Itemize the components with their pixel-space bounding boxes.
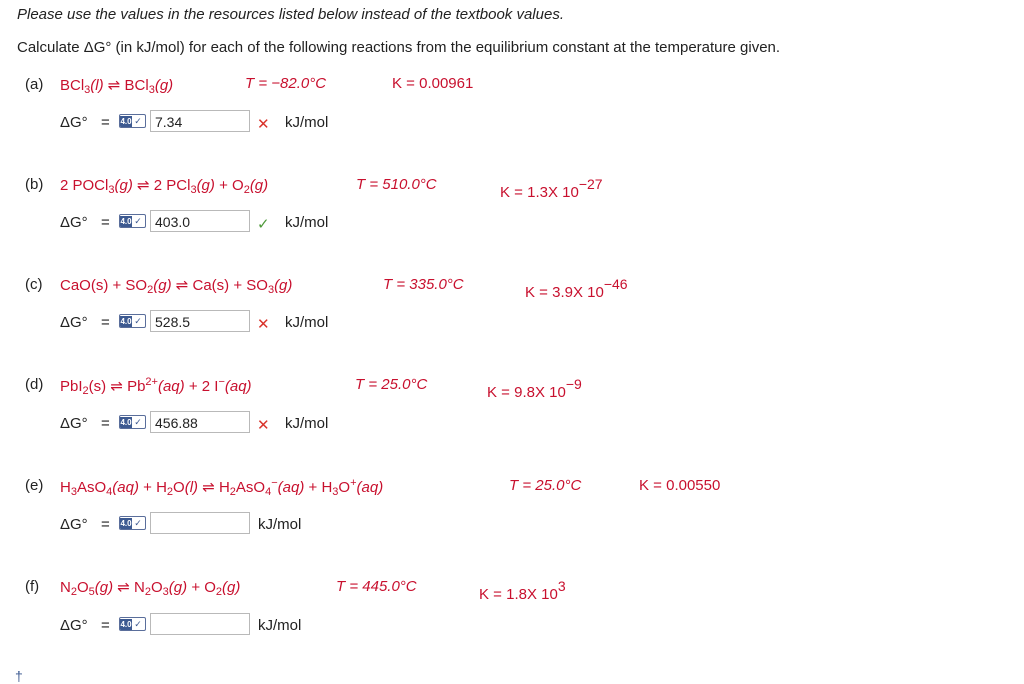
part-e-answer-input[interactable] — [150, 512, 250, 534]
part-c-badge: 4.0 ✓ — [119, 314, 146, 328]
part-c-equals: = — [101, 314, 110, 331]
part-a-answer-input[interactable]: 7.34 — [150, 110, 250, 132]
part-c-k: K = 3.9X $10^{-46}$ — [525, 276, 628, 301]
question-text: Calculate ΔG° (in kJ/mol) for each of the following reactions from the equilibrium constant at the temperature given. — [17, 39, 781, 56]
part-c-dg-label: ΔG° — [60, 314, 88, 331]
part-f-equals: = — [101, 617, 110, 634]
part-f-unit: kJ/mol — [258, 617, 302, 634]
part-d-equals: = — [101, 415, 110, 432]
part-b-temperature: T = 510.0°C — [356, 176, 437, 193]
part-e-label: (e) — [25, 477, 44, 494]
intro-text: Please use the values in the resources listed below instead of the textbook values. — [17, 6, 564, 23]
part-a-incorrect-icon: ✕ — [257, 116, 270, 133]
part-f-badge: 4.0 ✓ — [119, 617, 146, 631]
part-a-reaction: BCl$_3$(l) ⇌ BCl$_3$(g) — [60, 77, 174, 96]
part-e-dg-label: ΔG° — [60, 516, 88, 533]
part-a-label: (a) — [25, 76, 44, 93]
part-b-k: K = 1.3X $10^{-27}$ — [500, 176, 603, 201]
part-c-temperature: T = 335.0°C — [383, 276, 464, 293]
part-b-badge: 4.0 ✓ — [119, 214, 146, 228]
part-b-dg-label: ΔG° — [60, 214, 88, 231]
part-f-answer-input[interactable] — [150, 613, 250, 635]
part-d-answer-input[interactable]: 456.88 — [150, 411, 250, 433]
part-d-badge: 4.0 ✓ — [119, 415, 146, 429]
part-a-k: K = 0.00961 — [392, 75, 474, 92]
part-c-reaction: $CaO(s) + SO_2(g)$ ⇌ $Ca(s) + SO_3(g)$ — [60, 277, 293, 296]
part-c-incorrect-icon: ✕ — [257, 316, 270, 333]
part-d-label: (d) — [25, 376, 44, 393]
part-b-reaction: 2 POCl$_3$(g) ⇌ 2 $PCl_3(g) + O_2(g)$ — [60, 177, 269, 196]
part-a-equals: = — [101, 114, 110, 131]
part-d-temperature: T = 25.0°C — [355, 376, 428, 393]
part-c-label: (c) — [25, 276, 43, 293]
part-d-reaction: PbI$_2$(s) ⇌ $Pb^{2+}(aq) + 2$ I−(aq) — [60, 376, 252, 397]
part-a-temperature: T = −82.0°C — [245, 75, 327, 92]
part-b-answer-input[interactable]: 403.0 — [150, 210, 250, 232]
part-d-incorrect-icon: ✕ — [257, 417, 270, 434]
part-f-reaction: $N_2O_5(g)$ ⇌ $N_2O_3(g) + O_2(g)$ — [60, 579, 241, 598]
part-f-k: K = 1.8X $10^3$ — [479, 578, 566, 603]
part-c-answer-input[interactable]: 528.5 — [150, 310, 250, 332]
part-f-temperature: T = 445.0°C — [336, 578, 417, 595]
part-e-reaction: $H_3AsO_4(aq) + H_2O(l)$ ⇌ $H_2AsO_4^-(aq) + H_3O^+(aq)$ — [60, 477, 384, 498]
part-b-unit: kJ/mol — [285, 214, 329, 231]
part-d-k: K = 9.8X $10^{-9}$ — [487, 376, 582, 401]
part-e-k: K = 0.00550 — [639, 477, 721, 494]
part-a-badge: 4.0 ✓ — [119, 114, 146, 128]
part-e-unit: kJ/mol — [258, 516, 302, 533]
part-a-unit: kJ/mol — [285, 114, 329, 131]
part-c-unit: kJ/mol — [285, 314, 329, 331]
part-f-label: (f) — [25, 578, 40, 595]
part-b-equals: = — [101, 214, 110, 231]
part-a-dg-label: ΔG° — [60, 114, 88, 131]
part-e-badge: 4.0 ✓ — [119, 516, 146, 530]
part-d-unit: kJ/mol — [285, 415, 329, 432]
part-d-dg-label: ΔG° — [60, 415, 88, 432]
part-b-label: (b) — [25, 176, 44, 193]
part-f-dg-label: ΔG° — [60, 617, 88, 634]
dagger-link[interactable]: † — [15, 668, 23, 684]
part-e-equals: = — [101, 516, 110, 533]
part-e-temperature: T = 25.0°C — [509, 477, 582, 494]
part-b-correct-icon: ✓ — [257, 216, 270, 233]
